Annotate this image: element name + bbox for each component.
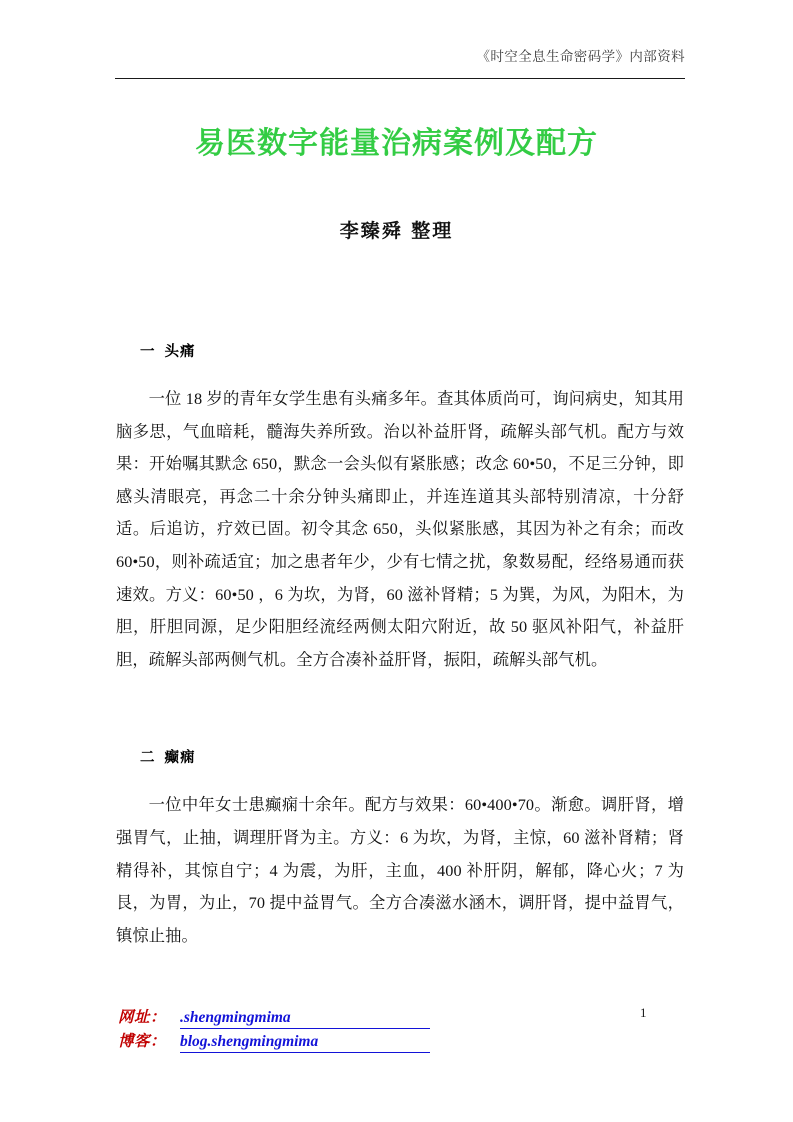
section-paragraph-2: 一位中年女士患癫痫十余年。配方与效果：60•400•70。渐愈。调肝肾，增强胃气，止抽，调理肝肾为主。方义：6 为坎，为肾，主惊，60 滋补肾精；肾精得补，其惊自宁；4 为震，为肝，主血，400 补肝阴，解郁，降心火；7 为艮，为胃，为止，70 提中益胃气。全方合凑滋水涵木，调肝肾，提中益胃气，镇惊止抽。	[116, 795, 684, 945]
blog-link[interactable]: blog.shengmingmima	[180, 1033, 430, 1053]
section-spacer	[116, 676, 684, 746]
section-number-1: 一	[140, 344, 156, 360]
page-title: 易医数字能量治病案例及配方	[195, 126, 598, 161]
header-divider-rule	[115, 78, 685, 79]
section-title-2: 癫痫	[164, 750, 196, 767]
section-heading-1	[116, 340, 684, 361]
footer-row-website	[118, 1005, 678, 1029]
section-paragraph-1: 一位 18 岁的青年女学生患有头痛多年。查其体质尚可，询问病史，知其用脑多思，气血暗耗，髓海失养所致。治以补益肝肾，疏解头部气机。配方与效果：开始嘱其默念 650，默念一会头似有紧胀感；改念 60•50，不足三分钟，即感头清眼亮，再念二十余分钟头痛即止，并连连道其头部特别清凉，十分舒适。后追访，疗效已固。初令其念 650，头似紧胀感，其因为补之有余；而改 60•50，则补疏适宜；加之患者年少，少有七情之扰，象数易配，经络易通而获速效。方义：60•50 ，6 为坎，为肾，60 滋补肾精；5 为巽，为风，为阳木，为胆，肝胆同源，足少阳胆经流经两侧太阳穴附近，故 50 驱风补阳气，补益肝胆，疏解头部两侧气机。全方合凑补益肝肾，振阳，疏解头部气机。	[116, 389, 684, 669]
section-title-1: 头痛	[164, 344, 196, 360]
footer-row-blog	[118, 1029, 678, 1053]
running-header-text: 《时空全息生命密码学》内部资料	[476, 49, 685, 64]
document-body	[116, 340, 684, 952]
running-header	[115, 48, 685, 66]
website-link[interactable]: .shengmingmima	[180, 1009, 430, 1029]
blog-label: 博客：	[118, 1031, 167, 1050]
footer-links	[118, 1005, 678, 1053]
author-byline: 李臻舜 整理	[339, 220, 454, 242]
website-label: 网址：	[118, 1007, 167, 1026]
section-number-2: 二	[140, 750, 156, 767]
section-heading-2	[116, 746, 684, 767]
page-number: 1	[640, 1005, 647, 1020]
